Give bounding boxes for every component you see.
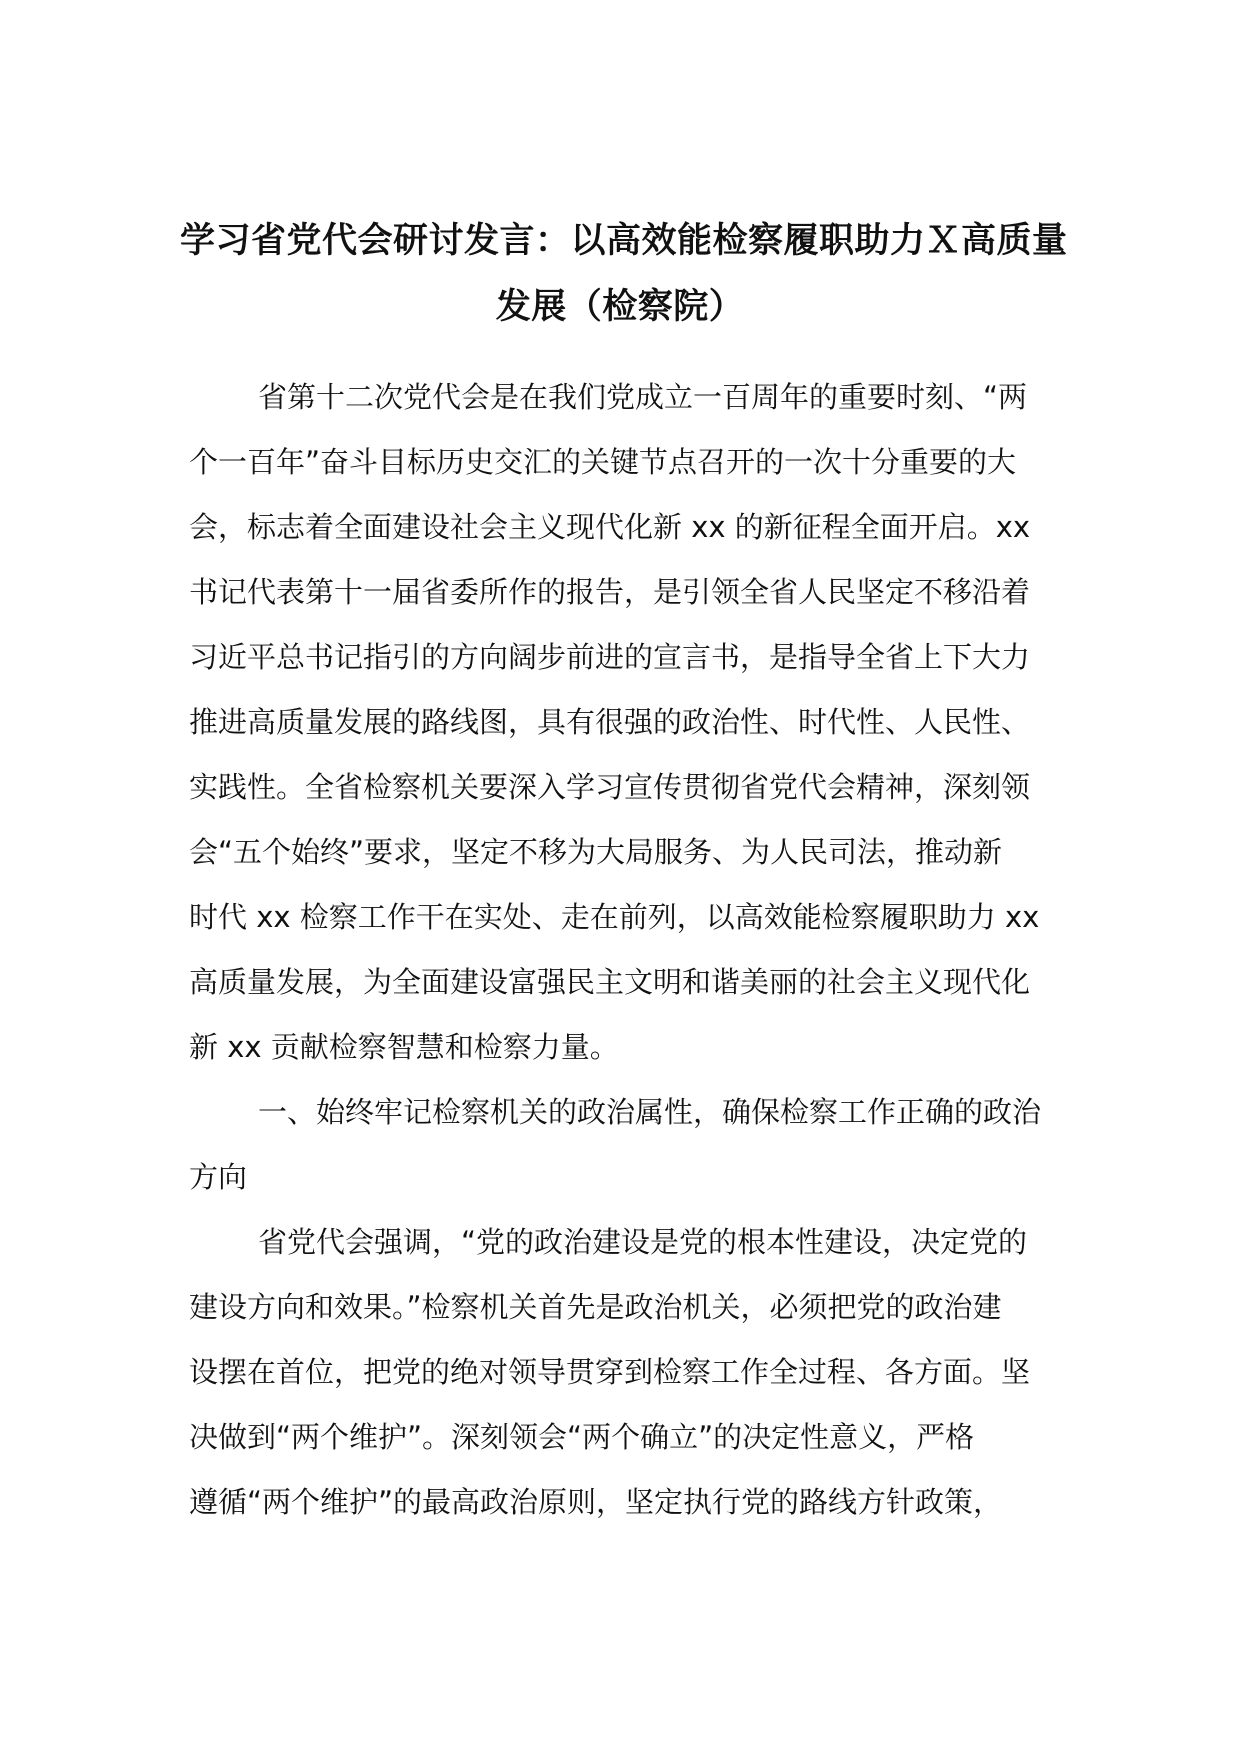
document-title (180, 208, 1068, 340)
section-heading-line-1: 一、始终牢记检察机关的政治属性，确保检察工作正确的政治 (258, 1095, 1042, 1129)
paragraph-1-line-2: 个一百年”奋斗目标历史交汇的关键节点召开的一次十分重要的大 (189, 445, 1017, 479)
paragraph-2-line-3: 设摆在首位，把党的绝对领导贯穿到检察工作全过程、各方面。坚 (189, 1355, 1031, 1389)
paragraph-1-line-4: 书记代表第十一届省委所作的报告，是引领全省人民坚定不移沿着 (189, 575, 1031, 609)
paragraph-1-line-5: 习近平总书记指引的方向阔步前进的宣言书，是指导全省上下大力 (189, 640, 1031, 674)
section-heading-line-2: 方向 (189, 1160, 248, 1194)
paragraph-2-line-4: 决做到“两个维护”。深刻领会“两个确立”的决定性意义，严格 (189, 1420, 975, 1454)
paragraph-1-line-6: 推进高质量发展的路线图，具有很强的政治性、时代性、人民性、 (189, 705, 1031, 739)
document-body (189, 365, 1049, 1535)
paragraph-2-line-5: 遵循“两个维护”的最高政治原则，坚定执行党的路线方针政策， (189, 1485, 1003, 1519)
title-line-1: 学习省党代会研讨发言：以高效能检察履职助力Ｘ高质量 (180, 221, 1068, 261)
paragraph-1-line-7: 实践性。全省检察机关要深入学习宣传贯彻省党代会精神，深刻领 (189, 770, 1031, 804)
paragraph-2-line-2: 建设方向和效果。”检察机关首先是政治机关，必须把党的政治建 (189, 1290, 1002, 1324)
paragraph-1-line-8: 会“五个始终”要求，坚定不移为大局服务、为人民司法，推动新 (189, 835, 1003, 869)
title-line-2: 发展（检察院） (495, 287, 745, 327)
paragraph-2-line-1: 省党代会强调，“党的政治建设是党的根本性建设，决定党的 (258, 1225, 1028, 1259)
paragraph-1-line-1: 省第十二次党代会是在我们党成立一百周年的重要时刻、“两 (258, 380, 1028, 414)
paragraph-1-line-10: 高质量发展，为全面建设富强民主文明和谐美丽的社会主义现代化 (189, 965, 1031, 999)
paragraph-1-line-11: 新 xx 贡献检察智慧和检察力量。 (189, 1030, 619, 1064)
paragraph-1-line-3: 会，标志着全面建设社会主义现代化新 xx 的新征程全面开启。xx (189, 510, 1031, 544)
paragraph-1-line-9: 时代 xx 检察工作干在实处、走在前列，以高效能检察履职助力 xx (189, 900, 1040, 934)
